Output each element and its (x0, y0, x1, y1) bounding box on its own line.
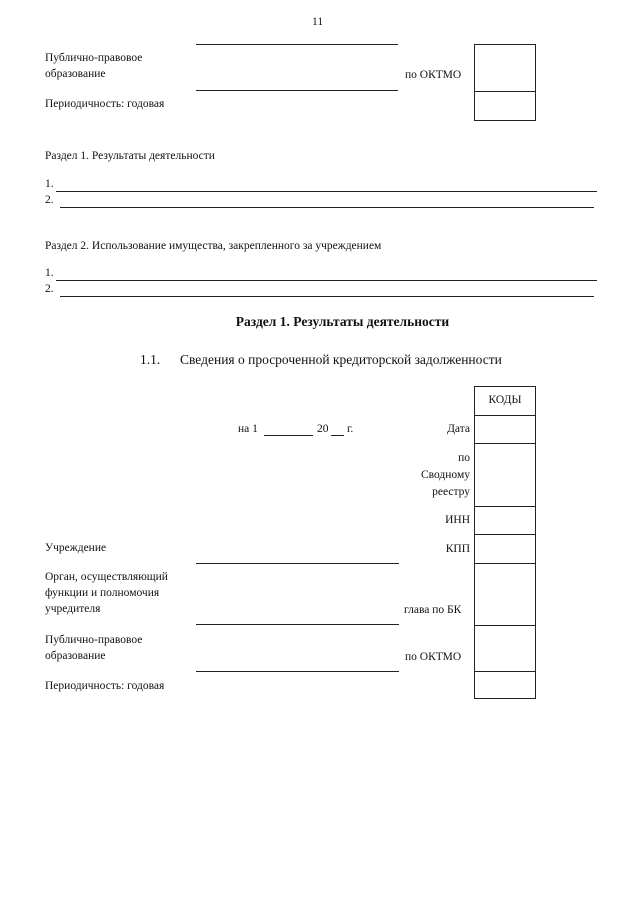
section2-item1-line (56, 280, 597, 281)
section1-item1-line (56, 191, 597, 192)
inn-label: ИНН (445, 514, 470, 526)
top-entity-line (196, 90, 398, 91)
codes-table (474, 386, 536, 699)
top-periodicity: Периодичность: годовая (45, 98, 165, 110)
subheading-number: 1.1. (140, 352, 161, 367)
section2-item2-num: 2. (45, 283, 54, 295)
entity-label-2: образование (45, 650, 106, 662)
chapter-label: глава по БК (404, 604, 462, 616)
entity-label-1: Публично-правовое (45, 634, 143, 646)
registry-label-2: Сводному (420, 469, 470, 481)
founder-label-2: функции и полномочия (45, 587, 160, 599)
codes-row-kpp-top (475, 534, 535, 535)
institution-line (196, 563, 399, 564)
codes-row-oktmo-top (475, 625, 535, 626)
founder-label-3: учредителя (45, 603, 101, 615)
section2-title: Раздел 2. Использование имущества, закрепленного за учреждением (45, 240, 382, 252)
section2-item1-num: 1. (45, 267, 54, 279)
section2-item2-line (60, 296, 594, 297)
top-oktmo-label: по ОКТМО (405, 69, 462, 81)
top-entity-label-1: Публично-правовое (45, 52, 143, 64)
founder-line (196, 624, 399, 625)
date-prefix: на 1 (238, 423, 258, 435)
institution-label: Учреждение (45, 542, 107, 554)
codes-header: КОДЫ (488, 394, 522, 406)
registry-label-1: по (458, 452, 470, 464)
date-label: Дата (447, 423, 470, 435)
top-codes-divider (475, 91, 535, 92)
founder-label-1: Орган, осуществляющий (45, 571, 168, 583)
section1-item2-num: 2. (45, 194, 54, 206)
page-number: 11 (312, 16, 324, 28)
codes-row-inn-top (475, 506, 535, 507)
section1-title: Раздел 1. Результаты деятельности (45, 150, 215, 162)
registry-label-3: реестру (432, 486, 470, 498)
codes-row-date-top (475, 415, 535, 416)
subheading-text: Сведения о просроченной кредиторской задолженности (180, 352, 502, 367)
codes-row-period-top (475, 671, 535, 672)
section1-item2-line (60, 207, 594, 208)
date-day-month-line (264, 435, 313, 436)
codes-row-chapter-top (475, 563, 535, 564)
top-entity-label-2: образование (45, 68, 106, 80)
kpp-label: КПП (445, 543, 470, 555)
date-suffix: г. (347, 423, 354, 435)
date-year-line (331, 435, 344, 436)
section1-item1-num: 1. (45, 178, 54, 190)
top-blank-line (196, 44, 398, 45)
oktmo-label: по ОКТМО (405, 651, 462, 663)
entity-line (196, 671, 399, 672)
periodicity-label: Периодичность: годовая (45, 680, 165, 692)
codes-row-registry-top (475, 443, 535, 444)
top-codes-box (474, 44, 536, 121)
section-heading: Раздел 1. Результаты деятельности (235, 314, 450, 329)
date-year-prefix: 20 (317, 423, 329, 435)
